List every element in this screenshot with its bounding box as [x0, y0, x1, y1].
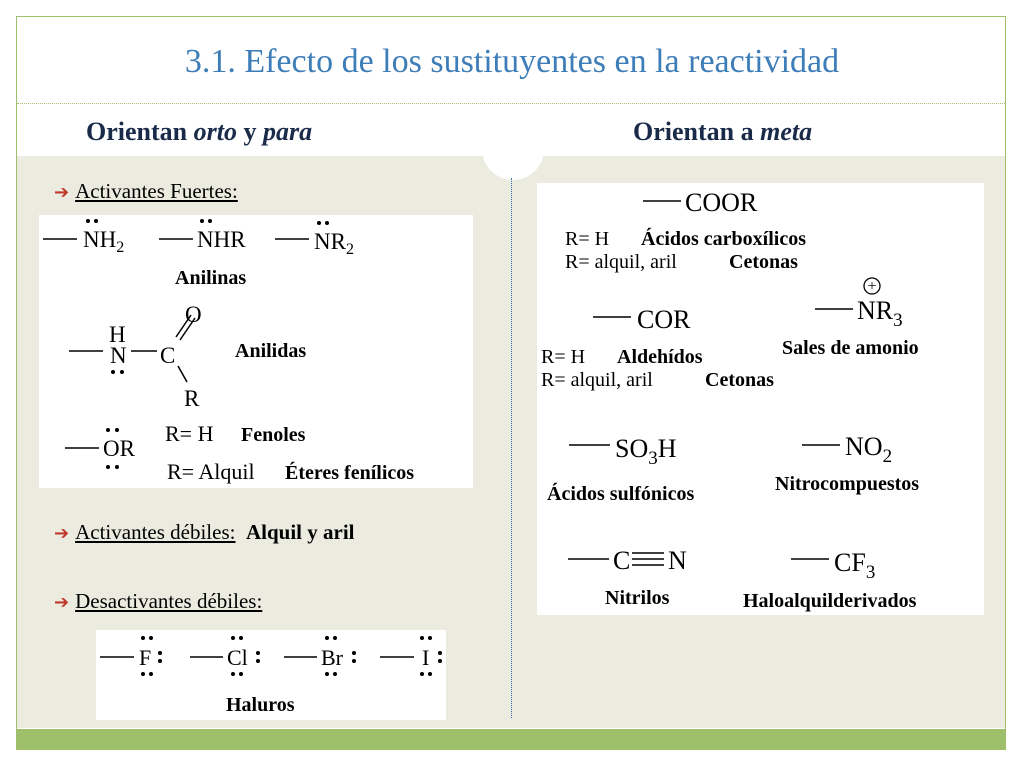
nr2-subscript: 2	[345, 241, 354, 258]
nr3-charge: +	[867, 278, 877, 295]
meta-directors-structures	[537, 183, 984, 615]
fenoles-label: Fenoles	[241, 424, 306, 446]
svg-text:NR3	[857, 296, 903, 331]
anilinas-label: Anilinas	[175, 267, 247, 289]
nh2-subscript: 2	[116, 239, 125, 256]
strong-activators-structures	[39, 215, 473, 488]
activantes-debiles-label: Activantes débiles:	[75, 520, 236, 544]
fenol-r-alquil: R= Alquil	[167, 459, 255, 484]
nitrocompuestos-label: Nitrocompuestos	[775, 473, 920, 495]
bullet-desactivantes-debiles	[54, 588, 262, 616]
coor-r2: R= alquil, aril	[565, 251, 677, 273]
cf3-subscript: 3	[865, 562, 876, 583]
nitrilos-label: Nitrilos	[605, 587, 670, 609]
cn-c: C	[613, 546, 631, 575]
strong-activators-box	[39, 215, 473, 488]
haluros-box	[96, 630, 446, 720]
no2-subscript: 2	[882, 446, 893, 467]
bullet-activantes-debiles	[54, 519, 355, 547]
slide-title: 3.1. Efecto de los sustituyentes en la reactividad	[184, 43, 840, 80]
cor-cetonas-label: Cetonas	[705, 369, 774, 391]
header-meta	[633, 116, 812, 148]
svg-text:CF3	[834, 548, 875, 583]
acidos-sulfonicos-label: Ácidos sulfónicos	[547, 483, 695, 505]
header-left-mid: y	[236, 117, 263, 146]
arrow-right-icon: ➔	[54, 182, 70, 203]
meta-directors-box	[537, 183, 984, 615]
coor-cetonas-label: Cetonas	[729, 251, 798, 273]
nr3-subscript: 3	[893, 310, 903, 331]
fenol-r-h: R= H	[165, 421, 214, 446]
anilida-c: C	[160, 343, 176, 368]
anilida-n: N	[110, 343, 127, 368]
so3h-part-b: H	[657, 434, 677, 463]
bottom-bar	[17, 729, 1005, 749]
halogen-f: F	[139, 645, 152, 670]
svg-text:SO3H	[615, 434, 677, 469]
acidos-carboxilicos-label: Ácidos carboxílicos	[641, 228, 806, 250]
cn-n: N	[668, 546, 687, 575]
aldehidos-label: Aldehídos	[617, 346, 703, 368]
anilidas-label: Anilidas	[235, 340, 307, 362]
activantes-debiles-value: Alquil y aril	[245, 520, 355, 544]
svg-text:NO2	[845, 432, 892, 467]
svg-text:NH2	[83, 227, 124, 256]
haloalquilderivados-label: Haloalquilderivados	[743, 590, 917, 612]
coor-r1: R= H	[565, 228, 610, 250]
header-right-prefix: Orientan a	[633, 117, 761, 146]
so3h-subscript: 3	[648, 448, 658, 469]
cor-r2: R= alquil, aril	[541, 369, 653, 391]
nh2-formula: NH	[83, 227, 117, 252]
eteres-fenilicos-label: Éteres fenílicos	[285, 462, 415, 484]
activantes-fuertes-label: Activantes Fuertes:	[75, 179, 238, 203]
cor-r1: R= H	[541, 346, 586, 368]
header-left-em2: para	[262, 117, 313, 146]
anilida-o: O	[185, 302, 202, 327]
sales-amonio-label: Sales de amonio	[782, 337, 919, 359]
no2-formula: NO	[845, 432, 883, 461]
header-left-em1: orto	[193, 117, 237, 146]
so3h-part-a: SO	[615, 434, 649, 463]
anilida-h: H	[109, 322, 126, 347]
anilida-r: R	[184, 386, 200, 411]
halogen-br: Br	[321, 645, 343, 670]
haluros-label: Haluros	[226, 694, 295, 716]
haluros-structures	[96, 630, 446, 720]
header-left-prefix: Orientan	[86, 117, 194, 146]
nr3-formula: NR	[857, 296, 894, 325]
bullet-activantes-fuertes	[54, 178, 238, 206]
arrow-right-icon: ➔	[54, 523, 70, 544]
cor-formula: COR	[637, 305, 691, 334]
fenol-or: OR	[103, 436, 135, 461]
nr2-formula: NR	[314, 229, 346, 254]
nhr-formula: NHR	[197, 227, 246, 252]
halogen-i: I	[422, 645, 430, 670]
coor-formula: COOR	[685, 188, 758, 217]
svg-text:NR2	[314, 229, 354, 258]
cf3-formula: CF	[834, 548, 866, 577]
header-right-em: meta	[760, 117, 813, 146]
halogen-cl: Cl	[227, 645, 248, 670]
column-divider	[511, 178, 512, 718]
desactivantes-debiles-label: Desactivantes débiles:	[75, 589, 263, 613]
arrow-right-icon: ➔	[54, 592, 70, 613]
header-orto-para	[86, 116, 312, 148]
header-notch	[482, 118, 544, 180]
